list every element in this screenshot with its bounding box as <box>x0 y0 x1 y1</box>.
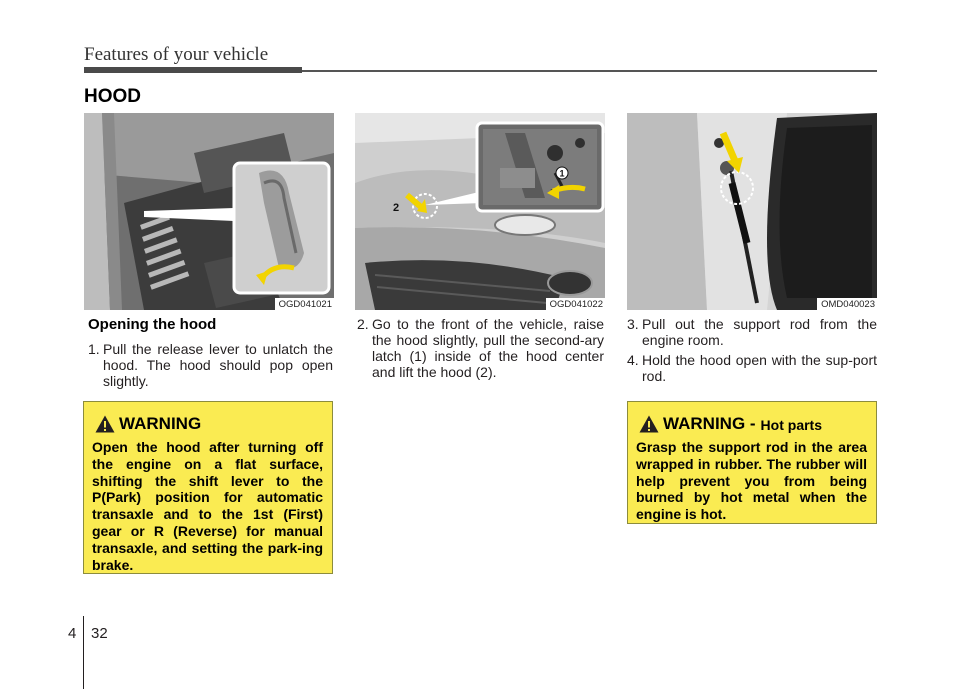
step-number: 1. <box>88 341 100 357</box>
warning-title: WARNING <box>119 414 202 433</box>
photo-code: OMD040023 <box>817 298 877 310</box>
warning-box <box>83 401 333 574</box>
warning-triangle-icon <box>95 415 115 433</box>
photo-secondary-latch <box>355 113 605 310</box>
step-2 <box>357 316 604 380</box>
secondary-latch-illustration <box>355 113 605 310</box>
step-4 <box>627 352 877 384</box>
support-rod-illustration <box>627 113 877 310</box>
release-lever-illustration <box>84 113 334 310</box>
step-text: Pull out the support rod from the engine room. <box>642 316 877 348</box>
page-number: 32 <box>91 625 108 642</box>
photo-code: OGD041021 <box>275 298 334 310</box>
photo-support-rod <box>627 113 877 310</box>
step-number: 3. <box>627 316 639 332</box>
header-rule-accent <box>84 67 302 73</box>
warning-triangle-icon <box>639 415 659 433</box>
warning-header <box>639 414 867 434</box>
warning-header <box>95 414 323 434</box>
warning-hot-parts-box <box>627 401 877 524</box>
opening-hood-heading: Opening the hood <box>88 316 217 333</box>
step-number: 2. <box>357 316 369 332</box>
step-1 <box>88 341 333 389</box>
photo-code: OGD041022 <box>546 298 605 310</box>
callout-1: 1 <box>559 168 565 179</box>
photo-release-lever <box>84 113 334 310</box>
warning-body: Open the hood after turning off the engine on a flat surface, shifting the shift lever to the P(Park) position for automatic transaxle and to the 1st (First) gear or R (Reverse) for manual transaxle, and setting the park-ing brake. <box>92 439 323 573</box>
warning-body: Grasp the support rod in the area wrapped in rubber. The rubber will help prevent you from being burned by hot metal when the engine is hot. <box>636 439 867 523</box>
step-text: Hold the hood open with the sup-port rod. <box>642 352 877 384</box>
footer-divider <box>83 616 84 689</box>
chapter-number: 4 <box>68 625 77 642</box>
step-number: 4. <box>627 352 639 368</box>
step-text: Go to the front of the vehicle, raise the hood slightly, pull the second-ary latch (1) inside of the hood center and lift the hood (2). <box>372 316 604 380</box>
section-title: HOOD <box>84 86 141 107</box>
warning-subtitle: Hot parts <box>760 417 822 433</box>
running-header: Features of your vehicle <box>84 44 269 65</box>
callout-2: 2 <box>393 202 400 214</box>
warning-title: WARNING - <box>663 414 756 433</box>
step-3 <box>627 316 877 348</box>
step-text: Pull the release lever to unlatch the hood. The hood should pop open slightly. <box>103 341 333 389</box>
